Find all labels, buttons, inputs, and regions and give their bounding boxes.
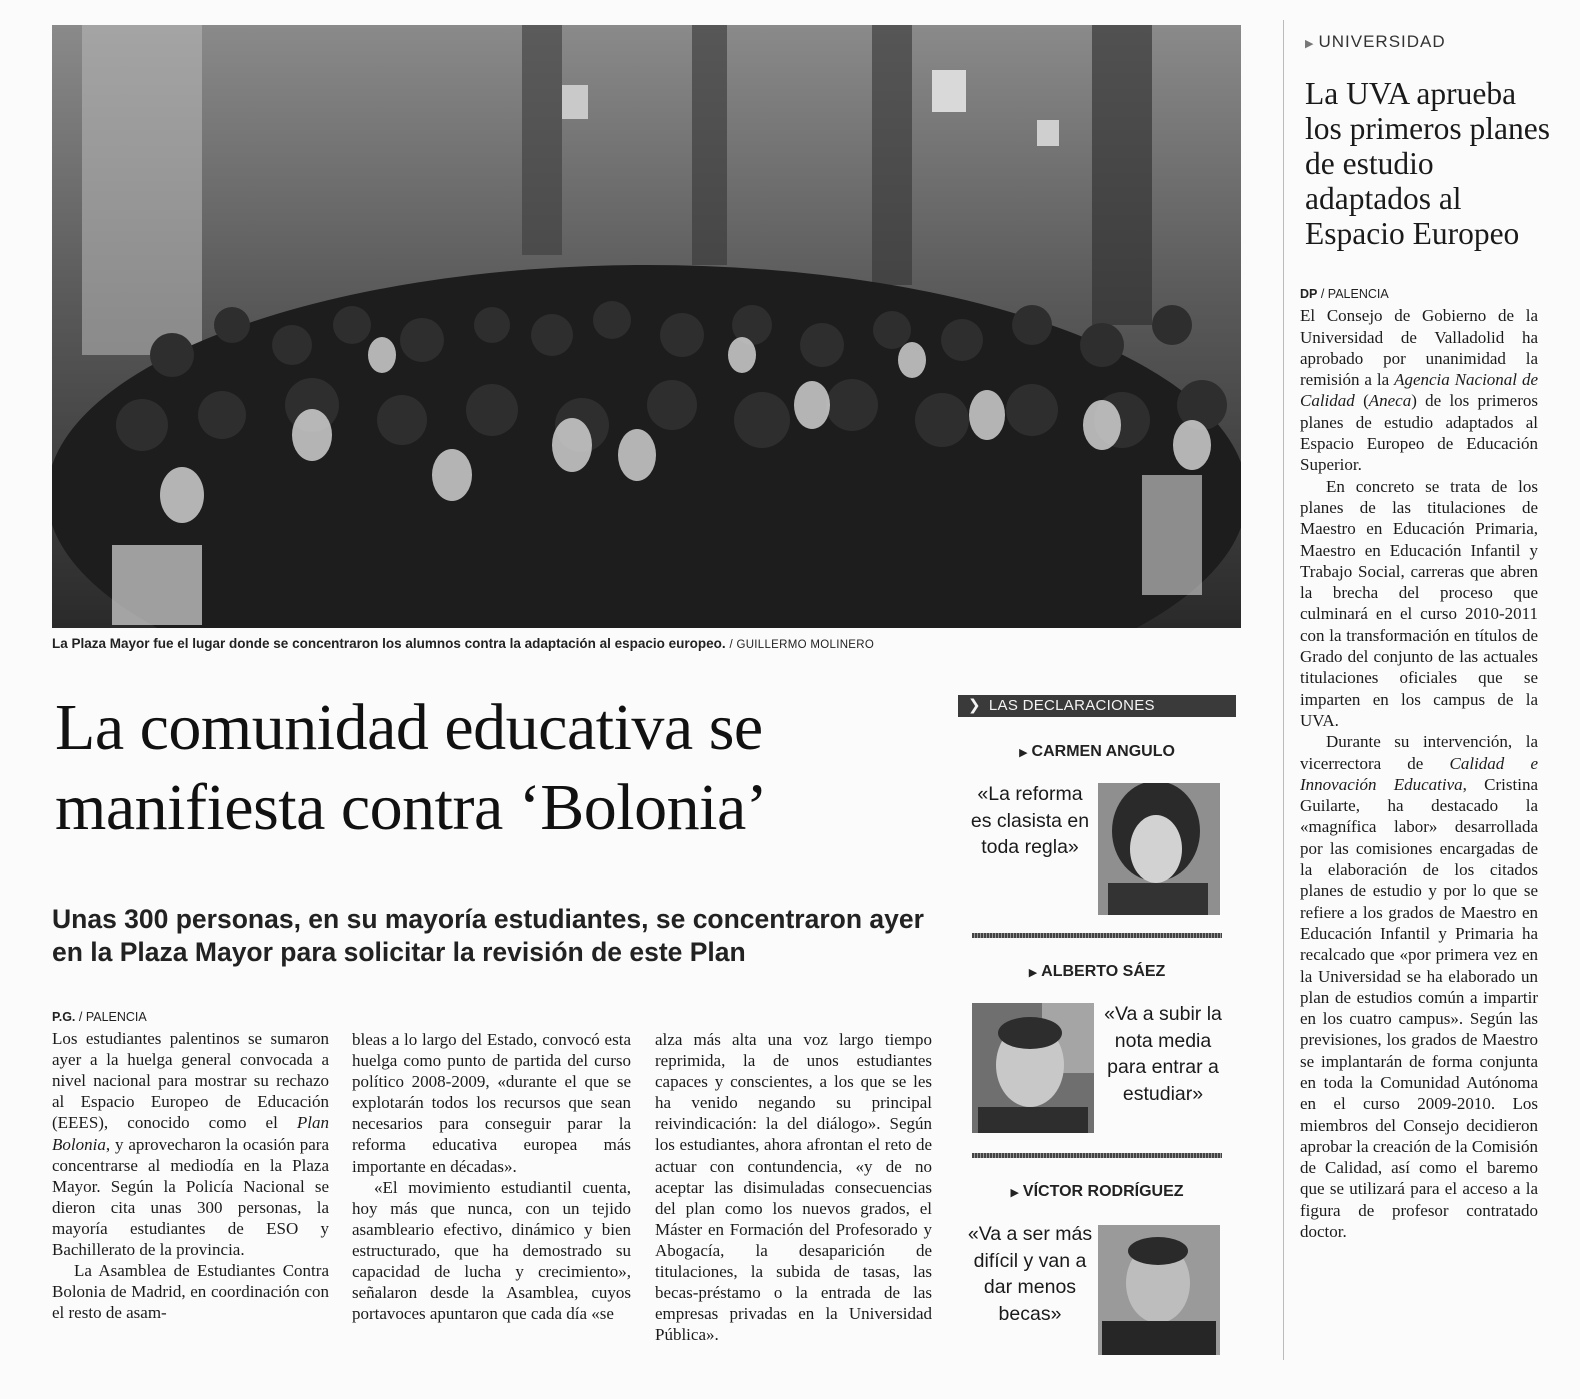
chevron-right-icon: ❯ [968, 697, 981, 714]
triangle-right-icon: ▶ [1028, 967, 1038, 979]
person-photo-1-image [1098, 783, 1220, 915]
section-label-text: UNIVERSIDAD [1318, 32, 1446, 51]
paragraph-text: , Cristina Guilarte, ha destacado la «magnífica labor» desarrollada por las comisiones encargadas de la elaboración de los citados planes de estudio y por lo que se refiere a los grados de Maestro en Educación Infantil y Primaria ha recalcado que «por primera vez en la Universidad se ha elaborado un plan de estudios común a impartir en los cuatro campus». Según las previsiones, los grados de Maestro se implantarán de forma conjunta en toda la Comunidad Autónoma en el curso 2009-2010. Los miembros del Consejo decidieron aprobar la creación de la Comisión de Calidad, así como el baremo que se utilizará para el acceso a la figura de profesor contratado doctor. [1300, 774, 1538, 1242]
person-photo-2-image [972, 1003, 1094, 1133]
article-subhead: Unas 300 personas, en su mayoría estudiantes, se concentraron ayer en la Plaza Mayor para solicitar la revisión de este Plan [52, 904, 924, 967]
person-name-text: CARMEN ANGULO [1031, 743, 1175, 760]
paragraph [1300, 305, 1538, 475]
paragraph: La Asamblea de Estudiantes Contra Bolonia de Madrid, en coordinación con el resto de asam- [52, 1261, 329, 1323]
person-quote-1: «La reforma es clasista en toda regla» [970, 783, 1090, 858]
section-label [1305, 32, 1446, 52]
byline-author: P.G. [52, 1010, 76, 1024]
sidebar-headline: La UVA aprueba los primeros planes de estudio adaptados al Espacio Europeo [1305, 76, 1550, 251]
crowd-photo-image [52, 25, 1241, 628]
photo-caption-text: La Plaza Mayor fue el lugar donde se concentraron los alumnos contra la adaptación al espacio europeo. [52, 636, 726, 651]
paragraph: En concreto se trata de los planes de las titulaciones de Maestro en Educación Primaria, Maestro en Educación Infantil y Trabajo Social, carreras que abren la brecha del proceso que culminará en el curso 2010-2011 con la transformación en títulos de Grado del conjunto de las actuales titulaciones oficiales que se imparten en los campus de la UVA. [1300, 476, 1538, 730]
person-name-2 [958, 963, 1236, 981]
declarations-divider [972, 1153, 1222, 1158]
paragraph-text: Durante su intervención, la vicerrectora de [1300, 732, 1538, 773]
person-photo-3-image [1098, 1225, 1220, 1355]
person-name-3 [958, 1183, 1236, 1201]
person-name-text: VÍCTOR RODRÍGUEZ [1022, 1183, 1184, 1200]
article-column-2 [352, 1029, 631, 1324]
person-name-text: ALBERTO SÁEZ [1041, 963, 1166, 980]
column-divider [1283, 20, 1284, 1360]
byline-place: / PALENCIA [78, 1010, 147, 1024]
person-photo-1 [1098, 783, 1220, 915]
article-headline: La comunidad educativa se manifiesta contra ‘Bolonia’ [55, 691, 768, 844]
declarations-divider [972, 933, 1222, 938]
photo-credit: / GUILLERMO MOLINERO [729, 639, 875, 651]
triangle-right-icon: ▶ [1010, 1187, 1019, 1199]
paragraph: bleas a lo largo del Estado, convocó esta huelga como punto de partida del curso político 2008-2009, «durante el que se explotarán todos los recursos que sean necesarios para conseguir parar la reforma educativa europea más importante en décadas». [352, 1030, 631, 1176]
declarations-title: LAS DECLARACIONES [988, 697, 1155, 714]
triangle-right-icon: ▶ [1019, 747, 1028, 759]
article-byline [52, 1007, 329, 1028]
byline-author: DP [1300, 287, 1318, 301]
paragraph-text: ) de los primeros planes de estudio adaptados al Espacio Europeo de Educación Superior. [1300, 391, 1538, 475]
paragraph-text: , y aprovecharon la ocasión para concentrarse al mediodía en la Plaza Mayor. Según la Policía Nacional se dieron cita unas 300 personas, la mayoría estudiantes de ESO y Bachillerato de la provincia. [52, 1134, 329, 1260]
sidebar-byline [1300, 284, 1538, 305]
person-quote-2: «Va a subir la nota media para entrar a estudiar» [1104, 1003, 1222, 1105]
person-photo-3 [1098, 1225, 1220, 1355]
paragraph: «El movimiento estudiantil cuenta, hoy más que nunca, con un tejido asambleario efectivo, dinámico y bien estructurado, que ha demostrado su capacidad de lucha y crecimiento», señalaron desde la Asamblea, cuyos portavoces apuntaron que cada día «se [352, 1177, 631, 1324]
vicerrectorado-emphasis: Calidad e Innovación Educativa [1300, 753, 1538, 794]
article-column-3 [655, 1029, 932, 1345]
paragraph: alza más alta una voz largo tiempo reprimida, la de unos estudiantes capaces y conscientes, a los que se les ha venido negando su principal reivindicación: la del diálogo». Según los estudiantes, ahora afrontan el reto de actuar con contundencia, «y de no aceptar las disimuladas consecuencias del plan como los nuevos grados, el Máster en Formación del Profesorado y Abogacía, la desaparición de titulaciones, la subida de tasas, las becas-préstamo o la entrada de las empresas privadas en la Universidad Pública». [655, 1030, 932, 1345]
byline-place: / PALENCIA [1320, 287, 1389, 301]
triangle-right-icon: ▶ [1305, 38, 1315, 50]
paragraph [52, 1028, 329, 1260]
person-photo-2 [972, 1003, 1094, 1133]
photo-caption [52, 636, 874, 651]
paragraph-text: El Consejo de Gobierno de la Universidad de Valladolid ha aprobado por unanimidad la remisión a la [1300, 306, 1538, 390]
paragraph [1300, 731, 1538, 1242]
plan-bolonia-emphasis: Plan Bolonia [52, 1113, 329, 1154]
declarations-header [958, 695, 1236, 717]
agency-emphasis: Agencia Nacional de Calidad [1300, 370, 1538, 411]
aneca-emphasis: Aneca [1368, 391, 1412, 411]
paragraph-text: Los estudiantes palentinos se sumaron ayer a la huelga general convocada a nivel nacional para mostrar su rechazo al Espacio Europeo de Educación (EEES), conocido como el [52, 1029, 329, 1133]
sidebar-body [1300, 284, 1538, 1242]
person-quote-3: «Va a ser más difícil y van a dar menos becas» [967, 1223, 1093, 1325]
declarations-box [958, 695, 1236, 1355]
paragraph-text: ( [1354, 391, 1369, 411]
crowd-photo [52, 25, 1241, 628]
person-name-1 [958, 743, 1236, 761]
article-column-1 [52, 1007, 329, 1323]
